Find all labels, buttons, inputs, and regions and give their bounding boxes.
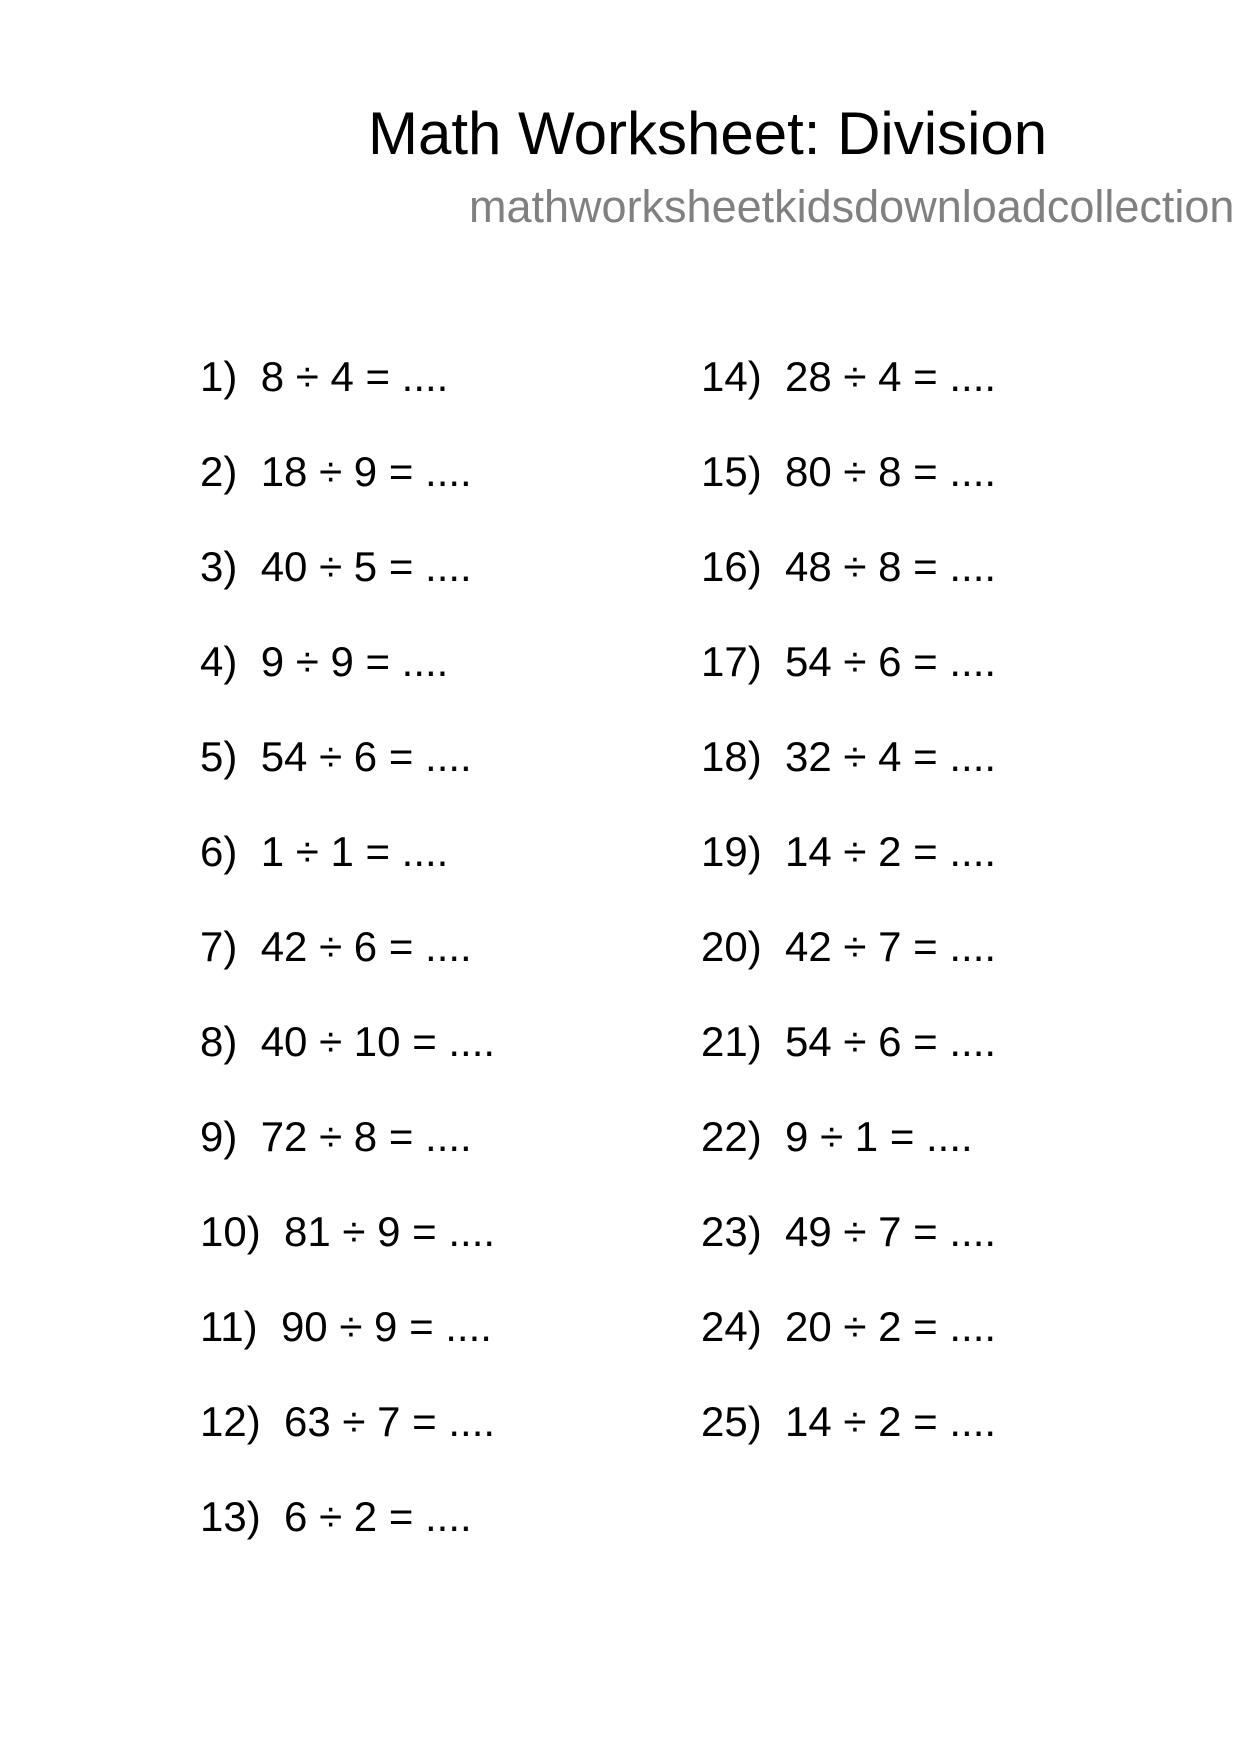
problem-expression: 54 ÷ 6 = .... (785, 1018, 997, 1065)
problem-15 (701, 448, 997, 495)
problem-expression: 9 ÷ 9 = .... (260, 638, 449, 685)
problem-expression: 40 ÷ 5 = .... (260, 543, 472, 590)
problem-8 (200, 1018, 496, 1065)
problem-14 (701, 353, 997, 400)
problem-expression: 9 ÷ 1 = .... (785, 1113, 973, 1160)
problem-17 (701, 638, 997, 685)
problem-21 (701, 1018, 997, 1065)
problem-18 (701, 733, 997, 780)
problem-number: 17) (701, 638, 762, 685)
problem-number: 4) (200, 638, 238, 685)
problem-expression: 8 ÷ 4 = .... (260, 353, 449, 400)
problem-number: 10) (200, 1208, 261, 1255)
problem-number: 21) (701, 1018, 762, 1065)
problem-number: 12) (200, 1398, 261, 1445)
problem-3 (200, 543, 472, 590)
problem-expression: 63 ÷ 7 = .... (284, 1398, 496, 1445)
problem-number: 5) (200, 733, 238, 780)
problem-7 (200, 923, 472, 970)
problem-expression: 90 ÷ 9 = .... (280, 1303, 492, 1350)
problem-number: 23) (701, 1208, 762, 1255)
problem-5 (200, 733, 472, 780)
problem-expression: 42 ÷ 6 = .... (260, 923, 472, 970)
problem-number: 3) (200, 543, 238, 590)
problem-expression: 72 ÷ 8 = .... (260, 1113, 472, 1160)
problem-22 (701, 1113, 973, 1160)
problem-number: 11) (200, 1303, 258, 1350)
problem-expression: 42 ÷ 7 = .... (785, 923, 997, 970)
problem-11 (200, 1303, 492, 1350)
problem-number: 25) (701, 1398, 762, 1445)
problem-number: 14) (701, 353, 762, 400)
problem-expression: 54 ÷ 6 = .... (260, 733, 472, 780)
problem-expression: 32 ÷ 4 = .... (785, 733, 997, 780)
problem-25 (701, 1398, 997, 1445)
problem-number: 2) (200, 448, 238, 495)
problem-20 (701, 923, 997, 970)
problem-16 (701, 543, 997, 590)
worksheet-source-watermark: mathworksheetkidsdownloadcollection (469, 181, 1235, 232)
problem-10 (200, 1208, 496, 1255)
problem-expression: 28 ÷ 4 = .... (785, 353, 997, 400)
problem-expression: 14 ÷ 2 = .... (785, 1398, 997, 1445)
problem-expression: 1 ÷ 1 = .... (260, 828, 449, 875)
problem-expression: 40 ÷ 10 = .... (260, 1018, 496, 1065)
problem-expression: 18 ÷ 9 = .... (260, 448, 472, 495)
problem-9 (200, 1113, 472, 1160)
problem-number: 24) (701, 1303, 762, 1350)
problem-number: 6) (200, 828, 238, 875)
problem-expression: 14 ÷ 2 = .... (785, 828, 997, 875)
problem-expression: 48 ÷ 8 = .... (785, 543, 997, 590)
problem-number: 20) (701, 923, 762, 970)
problem-expression: 54 ÷ 6 = .... (785, 638, 997, 685)
problem-6 (200, 828, 449, 875)
problem-number: 15) (701, 448, 762, 495)
problem-13 (200, 1493, 472, 1540)
problem-expression: 80 ÷ 8 = .... (785, 448, 997, 495)
problem-number: 7) (200, 923, 238, 970)
problem-expression: 20 ÷ 2 = .... (785, 1303, 997, 1350)
problem-2 (200, 448, 472, 495)
problem-number: 9) (200, 1113, 238, 1160)
problem-number: 13) (200, 1493, 261, 1540)
problem-19 (701, 828, 997, 875)
problem-expression: 81 ÷ 9 = .... (284, 1208, 496, 1255)
problem-12 (200, 1398, 496, 1445)
problem-expression: 49 ÷ 7 = .... (785, 1208, 997, 1255)
worksheet-title: Math Worksheet: Division (368, 100, 1048, 167)
problem-1 (200, 353, 449, 400)
problem-expression: 6 ÷ 2 = .... (284, 1493, 472, 1540)
problem-number: 18) (701, 733, 762, 780)
problem-23 (701, 1208, 997, 1255)
problem-24 (701, 1303, 997, 1350)
problem-number: 1) (200, 353, 238, 400)
problem-number: 8) (200, 1018, 238, 1065)
problem-number: 16) (701, 543, 762, 590)
problem-4 (200, 638, 449, 685)
problem-number: 19) (701, 828, 762, 875)
problem-number: 22) (701, 1113, 762, 1160)
